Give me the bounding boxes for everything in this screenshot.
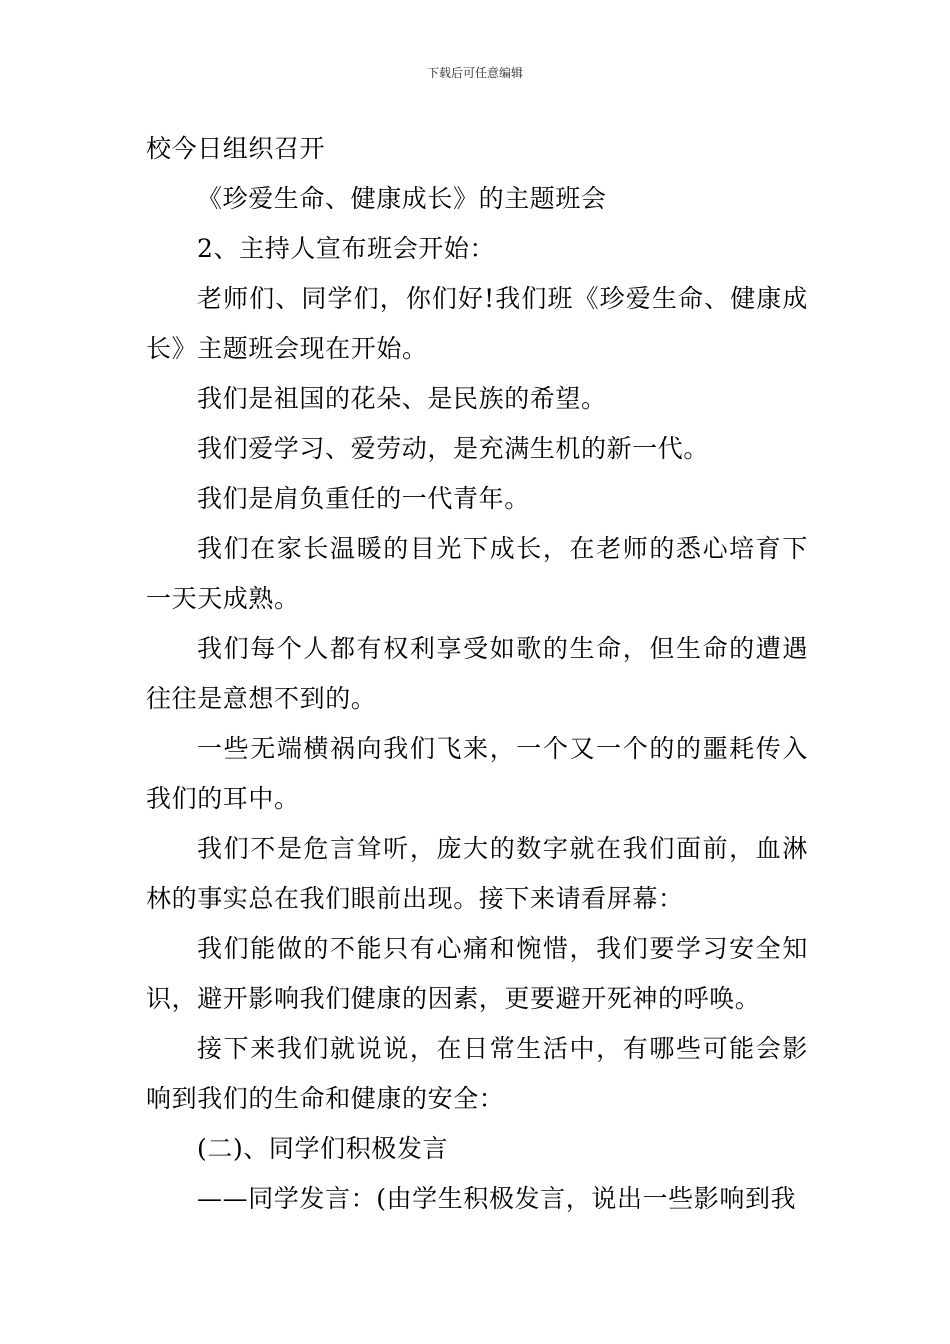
paragraph-1: 校今日组织召开 — [146, 134, 326, 163]
paragraph-8: 我们在家长温暖的目光下成长，在老师的悉心培育下一天天成熟。 — [146, 534, 808, 613]
document-body — [146, 124, 808, 1224]
paragraph-13: 接下来我们就说说，在日常生活中，有哪些可能会影响到我们的生命和健康的安全： — [146, 1034, 808, 1113]
paragraph-9: 我们每个人都有权利享受如歌的生命，但生命的遭遇往往是意想不到的。 — [146, 634, 808, 713]
paragraph-5: 我们是祖国的花朵、是民族的希望。 — [197, 384, 607, 413]
paragraph-2: 《珍爱生命、健康成长》的主题班会 — [197, 184, 607, 213]
paragraph-6: 我们爱学习、爱劳动，是充满生机的新一代。 — [197, 434, 710, 463]
paragraph-11: 我们不是危言耸听，庞大的数字就在我们面前，血淋林的事实总在我们眼前出现。接下来请看屏幕： — [146, 834, 808, 913]
paragraph-7: 我们是肩负重任的一代青年。 — [197, 484, 530, 513]
page-header-note: 下载后可任意编辑 — [426, 66, 523, 80]
paragraph-15: ——同学发言：(由学生积极发言，说出一些影响到我 — [197, 1184, 797, 1213]
paragraph-4: 老师们、同学们，你们好!我们班《珍爱生命、健康成长》主题班会现在开始。 — [146, 284, 808, 363]
paragraph-14: (二)、同学们积极发言 — [197, 1134, 449, 1163]
paragraph-12: 我们能做的不能只有心痛和惋惜，我们要学习安全知识，避开影响我们健康的因素，更要避开死神的呼唤。 — [146, 934, 808, 1013]
paragraph-3: 2、主持人宣布班会开始： — [197, 234, 496, 263]
paragraph-10: 一些无端横祸向我们飞来，一个又一个的的噩耗传入我们的耳中。 — [146, 734, 808, 813]
